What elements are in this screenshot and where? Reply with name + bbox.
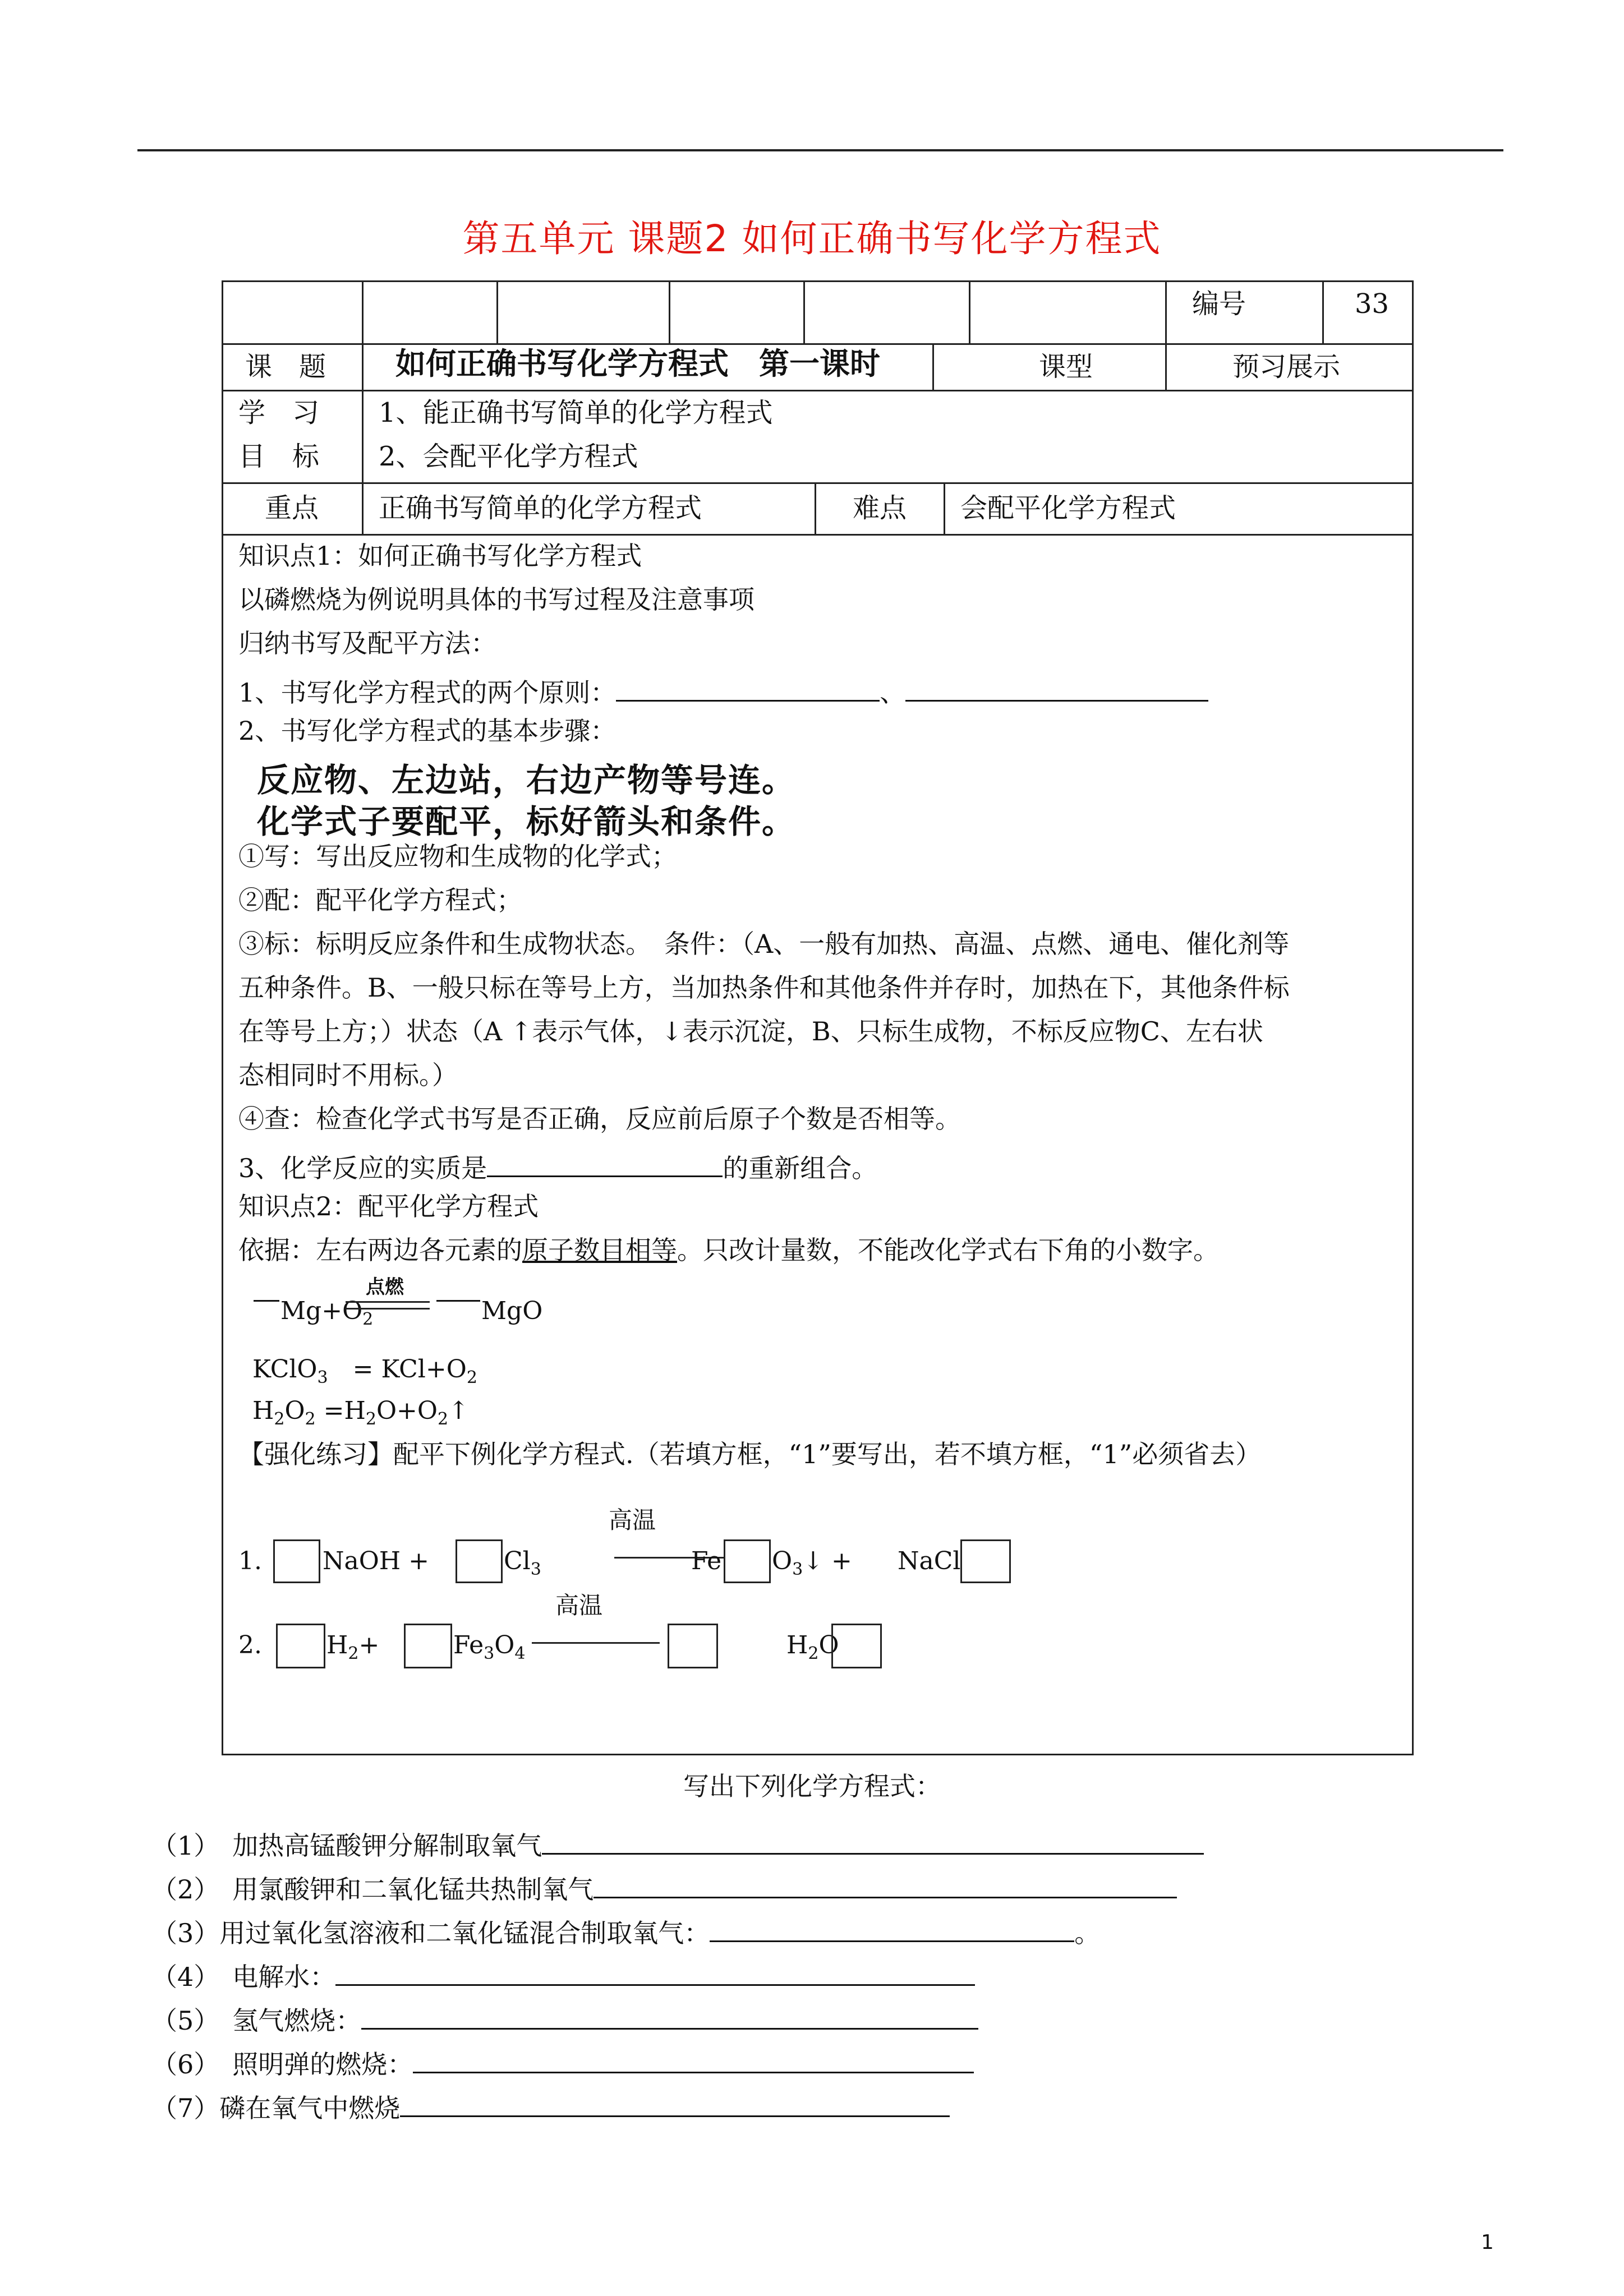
practice-2-reactant: $Fe_3O_4$ — [453, 1631, 526, 1663]
table-col-divider — [803, 280, 805, 343]
content-line: ②配：配平化学方程式； — [238, 885, 522, 915]
equation-1-right: MgO — [481, 1297, 543, 1325]
answer-blank[interactable] — [400, 2090, 950, 2117]
table-row-divider — [222, 390, 1414, 391]
objective-2: 2、会配平化学方程式 — [379, 441, 638, 472]
answer-blank[interactable] — [335, 1958, 975, 1986]
table-col-divider — [362, 482, 364, 534]
difficulty-value: 会配平化学方程式 — [960, 492, 1176, 524]
table-col-divider — [932, 343, 934, 390]
table-col-divider — [362, 343, 364, 482]
slogan-line: 化学式子要配平，标好箭头和条件。 — [257, 803, 796, 841]
coefficient-blank[interactable] — [436, 1300, 480, 1302]
practice-1-reactant: $Cl_3$ — [504, 1547, 541, 1579]
difficulty-label: 难点 — [853, 492, 907, 524]
content-line: ①写：写出反应物和生成物的化学式； — [238, 841, 677, 872]
content-line: 2、书写化学方程式的基本步骤： — [238, 716, 617, 746]
objectives-label-1: 学 习 — [238, 397, 320, 428]
page-number: 1 — [1481, 2231, 1494, 2254]
content-line: 以磷燃烧为例说明具体的书写过程及注意事项 — [238, 584, 755, 615]
content-line: ③标：标明反应条件和生成物状态。 条件：（A、一般有加热、高温、点燃、通电、催化剂等 — [238, 929, 1290, 959]
content-line: 归纳书写及配平方法： — [238, 628, 496, 658]
content-text: 3、化学反应的实质是 — [238, 1153, 487, 1183]
table-col-divider — [815, 482, 816, 534]
knowledge-point-1: 知识点1：如何正确书写化学方程式 — [238, 541, 642, 571]
practice-1-product: Fe — [691, 1547, 722, 1575]
table-col-divider — [669, 280, 670, 343]
practice-2-product: $H_2O$ — [786, 1631, 839, 1663]
reaction-line — [532, 1642, 660, 1644]
lesson-type-value: 预习展示 — [1232, 351, 1341, 382]
coefficient-box[interactable] — [831, 1624, 882, 1668]
table-row-divider — [222, 482, 1414, 484]
exercise-4: （4） 电解水： — [151, 1958, 975, 1990]
content-text: 的重新组合。 — [723, 1153, 878, 1183]
exercise-3: （3）用过氧化氢溶液和二氧化锰混合制取氧气： 。 — [151, 1915, 1100, 1946]
exercise-1: （1） 加热高锰酸钾分解制取氧气 — [151, 1827, 1204, 1859]
coefficient-box[interactable] — [724, 1539, 771, 1583]
number-label: 编号 — [1192, 288, 1246, 320]
practice-2-number: 2. — [238, 1631, 262, 1659]
exercise-7: （7）磷在氧气中燃烧 — [151, 2090, 950, 2121]
exercises-heading: 写出下列化学方程式： — [683, 1771, 941, 1801]
practice-2-reactant: $H_2+$ — [326, 1631, 380, 1663]
table-col-divider — [1322, 280, 1324, 343]
reaction-essence-line — [238, 1150, 877, 1181]
content-line: ④查：检查化学式书写是否正确，反应前后原子个数是否相等。 — [238, 1104, 961, 1134]
number-value: 33 — [1355, 288, 1390, 320]
exercise-5: （5） 氢气燃烧： — [151, 2002, 978, 2034]
coefficient-box[interactable] — [273, 1539, 320, 1583]
equation-condition: 点燃 — [366, 1276, 404, 1298]
table-col-divider — [1165, 280, 1167, 390]
fill-blank[interactable] — [487, 1150, 723, 1177]
equation-2: KClO$_3$ = $KCl+O_2$ — [252, 1355, 477, 1387]
slogan-line: 反应物、左边站，右边产物等号连。 — [257, 761, 796, 799]
equals-sign-line — [346, 1308, 430, 1310]
fill-blank[interactable] — [905, 674, 1208, 702]
objective-1: 1、能正确书写简单的化学方程式 — [379, 397, 773, 428]
exercise-6: （6） 照明弹的燃烧： — [151, 2046, 974, 2077]
coefficient-box[interactable] — [404, 1624, 452, 1668]
practice-1-reactant: NaOH + — [323, 1547, 430, 1575]
basis-line — [238, 1237, 1219, 1263]
answer-blank[interactable] — [413, 2046, 974, 2073]
coefficient-box[interactable] — [276, 1624, 325, 1668]
key-point-label: 重点 — [265, 492, 319, 524]
answer-blank[interactable] — [594, 1871, 1177, 1898]
key-point-value: 正确书写简单的化学方程式 — [379, 492, 702, 524]
equation-condition: 高温 — [555, 1592, 603, 1619]
practice-heading: 【强化练习】配平下例化学方程式.（若填方框，“1”要写出，若不填方框，“1”必须省去） — [238, 1439, 1262, 1469]
principles-line — [238, 674, 1208, 706]
table-col-divider — [496, 280, 498, 343]
page-title: 第五单元 课题2 如何正确书写化学方程式 — [462, 217, 1162, 260]
exercise-2: （2） 用氯酸钾和二氧化锰共热制氧气 — [151, 1871, 1177, 1902]
content-text: 依据：左右两边各元素的 — [238, 1235, 522, 1265]
coefficient-box[interactable] — [668, 1624, 718, 1668]
coefficient-blank[interactable] — [254, 1300, 279, 1302]
content-text: 。只改计量数，不能改化学式右下角的小数字。 — [677, 1235, 1219, 1265]
table-row-divider — [222, 343, 1414, 345]
lesson-type-label: 课型 — [1039, 351, 1093, 382]
coefficient-box[interactable] — [456, 1539, 503, 1583]
coefficient-box[interactable] — [960, 1539, 1011, 1583]
objectives-label-2: 目 标 — [238, 441, 320, 472]
topic-value: 如何正确书写化学方程式 第一课时 — [395, 346, 880, 381]
topic-label: 课 题 — [245, 351, 326, 382]
equation-1-left: $Mg+O_2$ — [280, 1297, 374, 1329]
content-line: 在等号上方；）状态（A ↑表示气体，↓表示沉淀，B、只标生成物，不标反应物C、左右状 — [238, 1016, 1263, 1046]
equation-condition: 高温 — [609, 1506, 656, 1534]
practice-1-number: 1. — [238, 1547, 262, 1575]
content-text: 1、书写化学方程式的两个原则： — [238, 677, 617, 708]
knowledge-point-2: 知识点2：配平化学方程式 — [238, 1191, 539, 1221]
equation-3: $H_2O_2$ $=H_2O+O_2↑$ — [252, 1396, 469, 1429]
practice-1-product: $O_3↓$ + — [772, 1547, 852, 1579]
content-text: 、 — [880, 677, 906, 708]
practice-1-product: NaCl — [898, 1547, 961, 1575]
table-row-divider — [222, 534, 1414, 536]
equals-sign-line — [346, 1301, 430, 1303]
fill-blank[interactable] — [616, 674, 880, 702]
table-col-divider — [944, 482, 945, 534]
answer-blank[interactable] — [361, 2002, 978, 2030]
header-rule — [137, 149, 1503, 151]
table-col-divider — [362, 280, 364, 343]
answer-blank[interactable] — [710, 1915, 1074, 1942]
table-col-divider — [969, 280, 970, 343]
content-line: 五种条件。B、一般只标在等号上方，当加热条件和其他条件并存时，加热在下，其他条件标 — [238, 972, 1290, 1003]
underlined-text: 原子数目相等 — [522, 1235, 677, 1265]
content-line: 态相同时不用标。） — [238, 1060, 458, 1090]
answer-blank[interactable] — [542, 1827, 1204, 1855]
